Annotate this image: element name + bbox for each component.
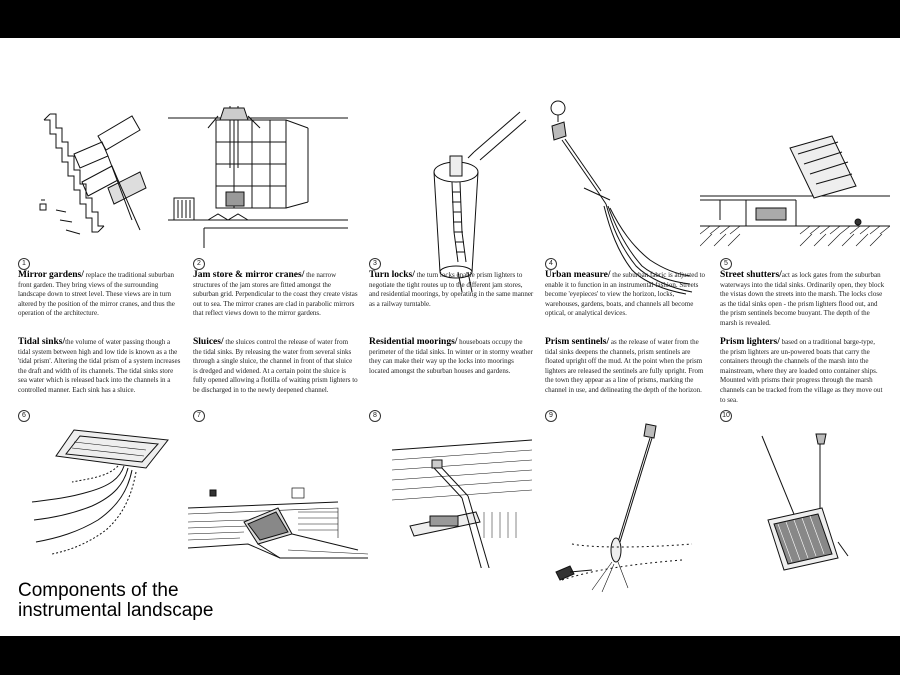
component-text: as the release of water from the tidal sinks deepens the channels, prism sentinels are floated upright off the mud. At the point when the prism lighters are released the sentinels are fully upright. From the town they appear as a line of prisms, marking the channel in use, and delineating the depth of the horizon. — [545, 338, 704, 394]
mirror-gardens-sketch — [36, 100, 148, 250]
component-text: based on a traditional barge-type, the prism lighters are un-powered boats that carry the containers through the channels of the marsh into the mainstream, where they are loaded onto container ships. Mounted with prisms their progress through the marsh channels can be tracked from the village as they move out to sea. — [720, 338, 883, 404]
component-title: Sluices/ — [193, 337, 224, 347]
prism-lighters-sketch — [748, 432, 878, 582]
component-description — [18, 271, 183, 319]
component-number: 6 — [18, 410, 30, 422]
component-title: Turn locks/ — [369, 270, 415, 280]
component-number: 1 — [18, 258, 30, 270]
component-text: act as lock gates from the suburban waterways into the tidal sinks. Ordinarily open, they block the vistas down the streets into the marsh. The locks close as the tidal sinks open - the prism lighters flood out, and the prism sentinels become buoyant. The depth of the marsh is revealed. — [720, 271, 885, 327]
component-title: Residential moorings/ — [369, 337, 458, 347]
component-title: Prism lighters/ — [720, 337, 780, 347]
poster-title-line2: instrumental landscape — [18, 600, 214, 621]
component-title: Urban measure/ — [545, 270, 611, 280]
tidal-sinks-sketch — [28, 426, 178, 556]
component-text: houseboats occupy the perimeter of the tidal sinks. In winter or in stormy weather they can make their way up the locks into moorings located amongst the suburban houses and gardens. — [369, 338, 533, 375]
poster-title — [18, 581, 213, 621]
component-number: 5 — [720, 258, 732, 270]
component-number: 4 — [545, 258, 557, 270]
prism-sentinels-sketch — [552, 422, 700, 592]
component-description — [193, 271, 358, 319]
component-number: 10 — [720, 410, 732, 422]
component-number: 9 — [545, 410, 557, 422]
component-title: Tidal sinks/ — [18, 337, 66, 347]
poster-title-line1: Components of the — [18, 580, 179, 601]
urban-measure-sketch — [540, 96, 700, 296]
component-description — [545, 338, 710, 396]
component-text: the sluices control the release of water from the tidal sinks. By releasing the water from several sinks through a single sluice, the channel in front of that sluice is dredged and widened. At a certain point the sluice is fully opened allowing a flotilla of waiting prism lighters to be discharged in to the newly deepened channel. — [193, 338, 358, 394]
component-text: the volume of water passing though a tidal system between high and low tide is known as a the 'tidal prism'. Altering the tidal prism of a system increases the draft and width of its channels. The tidal sinks store sea water which is released back into the channels in a controlled manner. Each sink has a sluice. — [18, 338, 181, 394]
component-description — [369, 338, 534, 376]
residential-moorings-sketch — [392, 438, 532, 568]
component-title: Jam store & mirror cranes/ — [193, 270, 305, 280]
component-number: 3 — [369, 258, 381, 270]
component-text: the narrow structures of the jam stores are fitted amongst the suburban grid. Perpendicular to the coast they create vistas out to sea. The mirror cranes are clad in parabolic mirrors that reflect views down to the mirror gardens. — [193, 271, 358, 318]
sluices-sketch — [188, 478, 368, 568]
turn-locks-sketch — [418, 92, 528, 292]
jam-store-sketch — [168, 98, 348, 248]
component-description — [720, 338, 885, 405]
component-title: Mirror gardens/ — [18, 270, 84, 280]
component-title: Street shutters/ — [720, 270, 782, 280]
poster-page — [0, 38, 900, 636]
component-description — [193, 338, 358, 396]
component-description — [720, 271, 885, 329]
component-description — [545, 271, 710, 319]
component-text: the suburban fabric is adjusted to enable it to function in an instrumental fashion. Streets become 'eyepieces' to view the horizon, locks, warehouses, gardens, boats, and channels all become optical, or analytical devices. — [545, 271, 706, 318]
street-shutters-sketch — [700, 128, 890, 258]
component-text: the turn locks enable prism lighters to negotiate the tight routes up to the different jam stores, and residential moorings, by operating in the same manner as a railway turntable. — [369, 271, 534, 308]
component-number: 8 — [369, 410, 381, 422]
component-description — [369, 271, 534, 309]
component-number: 2 — [193, 258, 205, 270]
component-title: Prism sentinels/ — [545, 337, 610, 347]
component-number: 7 — [193, 410, 205, 422]
component-description — [18, 338, 183, 396]
component-text: replace the traditional suburban front garden. They bring views of the surrounding landscape down to street level. These views are in turn altered by the position of the mirror cranes, and thus the operation of the architecture. — [18, 271, 175, 318]
